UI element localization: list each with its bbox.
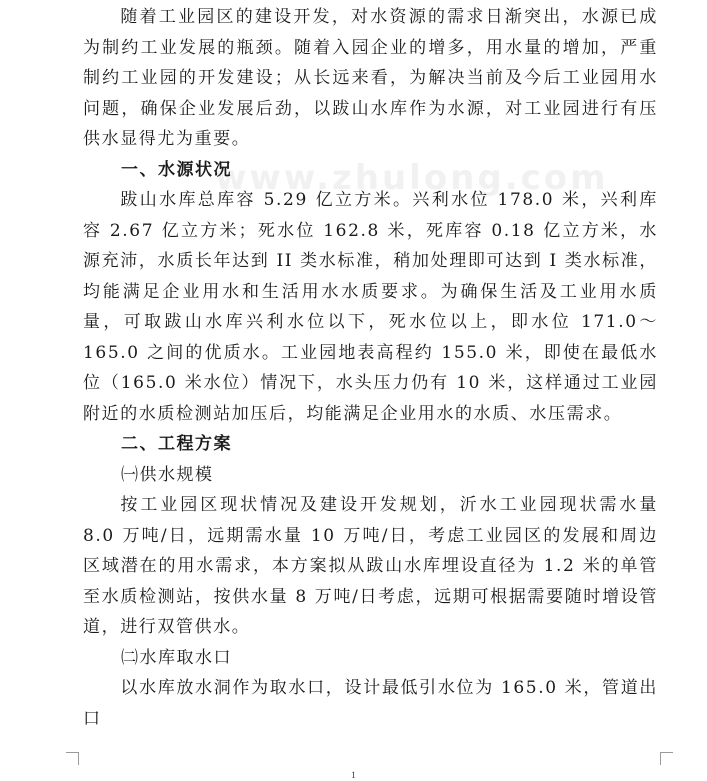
section-heading-water-source: 一、水源状况 <box>121 159 232 180</box>
paragraph-intro: 随着工业园区的建设开发，对水资源的需求日渐突出，水源已成为制约工业发展的瓶颈。随着入园企业的增多，用水量的增加，严重制约工业园的开发建设；从长远来看，为解决当前及今后工业园用水问题，确保企业发展后劲，以跋山水库作为水源，对工业园进行有压供水显得尤为重要。 <box>83 7 658 149</box>
margin-corner-mark-left <box>66 752 79 765</box>
margin-corner-mark-right <box>660 752 673 765</box>
page-number: 1 <box>351 770 356 780</box>
paragraph-water-source: 跋山水库总库容 5.29 亿立方米。兴利水位 178.0 米，兴利库容 2.67 亿立方米；死水位 162.8 米，死库容 0.18 亿立方米，水源充沛，水质长年达到 II 类水标准，稍加处理即可达到 I 类水标准，均能满足企业用水和生活用水水质要求。为确保生活及工业用水质量，可取跋山水库兴利水位以下，死水位以上，即水位 171.0～165.0 之间的优质水。工业园地表高程约 155.0 米，即使在最低水位（165.0 米水位）情况下，水头压力仍有 10 米，这样通过工业园附近的水质检测站加压后，均能满足企业用水的水质、水压需求。 <box>83 190 658 424</box>
subheading-reservoir-intake: ㈡水库取水口 <box>121 647 232 668</box>
paragraph-supply-scale: 按工业园区现状情况及建设开发规划，沂水工业园现状需水量 8.0 万吨/日，远期需水量 10 万吨/日，考虑工业园区的发展和周边区域潜在的用水需求，本方案拟从跋山水库埋设直径为 1.2 米的单管至水质检测站，按供水量 8 万吨/日考虑，远期可根据需要随时增设管道，进行双管供水。 <box>83 495 658 637</box>
paragraph-reservoir-intake: 以水库放水洞作为取水口，设计最低引水位为 165.0 米，管道出口 <box>83 678 658 729</box>
subheading-supply-scale: ㈠供水规模 <box>121 464 214 485</box>
document-body <box>83 2 658 734</box>
section-heading-engineering-plan: 二、工程方案 <box>121 434 232 454</box>
watermark: www.zhulong.com <box>215 158 609 198</box>
